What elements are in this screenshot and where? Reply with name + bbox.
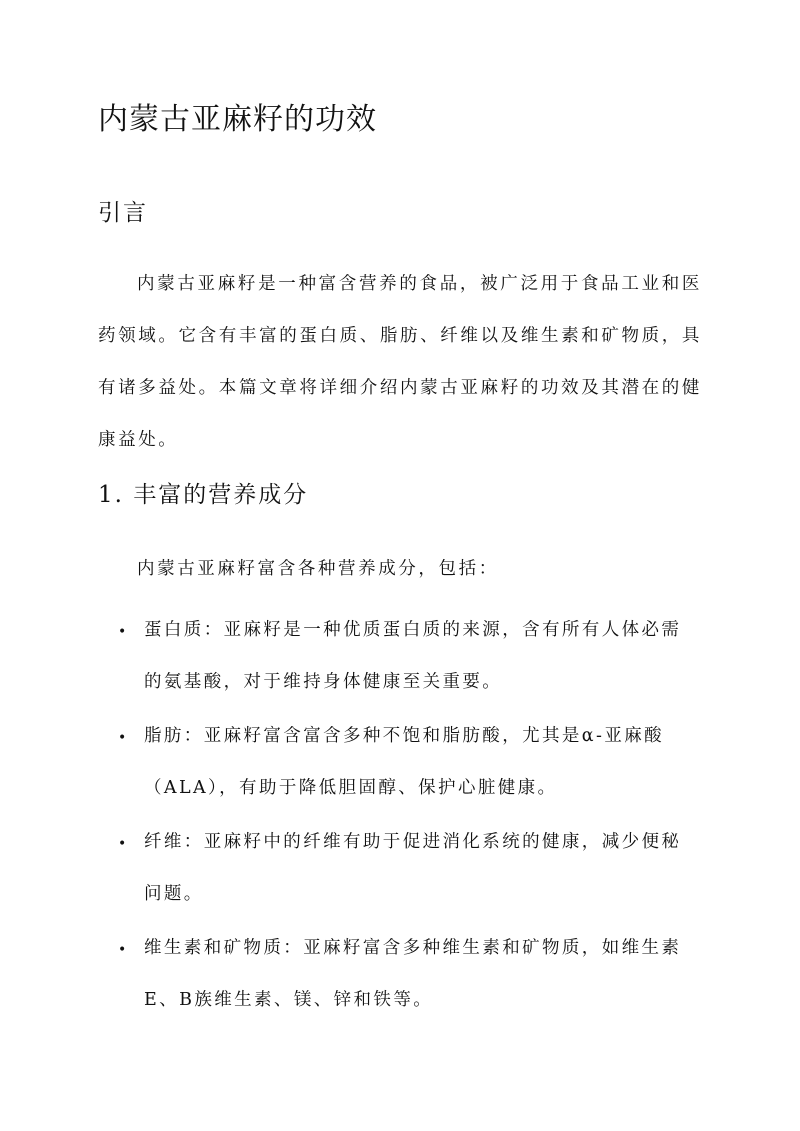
list-item bbox=[98, 710, 692, 814]
bullet-icon: • bbox=[118, 624, 129, 640]
list-item bbox=[98, 922, 692, 1026]
bullet-icon: • bbox=[118, 942, 129, 958]
bullet-icon: • bbox=[118, 836, 129, 852]
list-item-text: 脂肪：亚麻籽富含富含多种不饱和脂肪酸，尤其是α-亚麻酸（ALA），有助于降低胆固醇、保护心脏健康。 bbox=[144, 726, 665, 798]
intro-paragraph: 内蒙古亚麻籽是一种富含营养的食品，被广泛用于食品工业和医药领域。它含有丰富的蛋白质、脂肪、纤维以及维生素和矿物质，具有诸多益处。本篇文章将详细介绍内蒙古亚麻籽的功效及其潜在的健康益处。 bbox=[98, 274, 702, 450]
list-item-text: 维生素和矿物质：亚麻籽富含多种维生素和矿物质，如维生素E、B族维生素、镁、锌和铁等。 bbox=[144, 938, 682, 1010]
list-item-text: 蛋白质：亚麻籽是一种优质蛋白质的来源，含有所有人体必需的氨基酸，对于维持身体健康至关重要。 bbox=[144, 620, 682, 692]
list-item-text: 纤维：亚麻籽中的纤维有助于促进消化系统的健康，减少便秘问题。 bbox=[144, 832, 682, 904]
section-heading-nutrition: 1. 丰富的营养成分 bbox=[98, 482, 309, 508]
section-lead-paragraph: 内蒙古亚麻籽富含各种营养成分，包括： bbox=[137, 559, 499, 579]
nutrient-list bbox=[98, 604, 702, 1028]
list-item bbox=[98, 816, 692, 920]
intro-heading: 引言 bbox=[98, 200, 148, 226]
bullet-icon: • bbox=[118, 730, 129, 746]
document-title: 内蒙古亚麻籽的功效 bbox=[98, 102, 377, 137]
list-item bbox=[98, 604, 692, 708]
